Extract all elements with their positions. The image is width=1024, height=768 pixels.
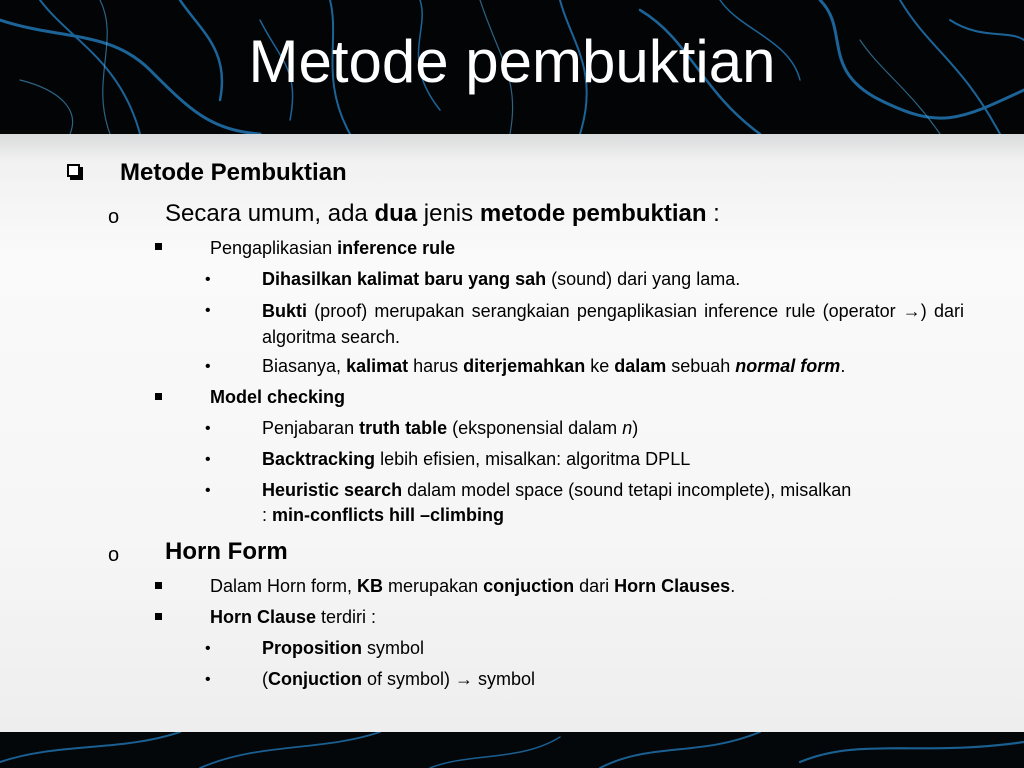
square-bullet-icon bbox=[155, 613, 162, 620]
background-vines-bottom bbox=[0, 732, 1024, 768]
slide-title: Metode pembuktian bbox=[248, 28, 776, 95]
dot-bullet-icon: • bbox=[205, 640, 211, 657]
list-item-horn-form: Horn Form bbox=[165, 538, 288, 565]
square-bullet-icon bbox=[155, 243, 162, 250]
section-heading-metode: Metode Pembuktian bbox=[120, 159, 347, 186]
list-item-proposition: Proposition symbol bbox=[262, 638, 425, 658]
circle-bullet-icon: o bbox=[108, 206, 120, 228]
dot-bullet-icon: • bbox=[205, 302, 211, 319]
list-item-model-checking: Model checking bbox=[210, 387, 346, 407]
title-banner bbox=[0, 0, 1024, 134]
list-item-pengaplikasian: Pengaplikasian inference rule bbox=[210, 238, 456, 258]
dot-bullet-icon: • bbox=[205, 358, 211, 375]
dot-bullet-icon: • bbox=[205, 482, 211, 499]
list-item-biasanya: Biasanya, kalimat harus diterjemahkan ke dalam sebuah normal form. bbox=[262, 356, 846, 376]
list-item-penjabaran: Penjabaran truth table (eksponensial dalam n) bbox=[262, 418, 639, 438]
list-item-backtracking: Backtracking lebih efisien, misalkan: algoritma DPLL bbox=[262, 449, 691, 469]
arrow-right-icon: → bbox=[902, 301, 921, 321]
dot-bullet-icon: • bbox=[205, 671, 211, 688]
list-item-secara-umum: Secara umum, ada dua jenis metode pembuktian : bbox=[165, 200, 720, 227]
list-item-dalam-horn: Dalam Horn form, KB merupakan conjuction dari Horn Clauses. bbox=[210, 576, 736, 596]
list-item-heuristic: Heuristic search dalam model space (sound tetapi incomplete), misalkan bbox=[262, 480, 852, 500]
list-item-dihasilkan: Dihasilkan kalimat baru yang sah (sound) dari yang lama. bbox=[262, 269, 741, 289]
list-item-bukti: Bukti (proof) merupakan serangkaian pengaplikasian inference rule (operator →) dari algoritma search. bbox=[262, 301, 964, 347]
square-bullet-icon bbox=[155, 582, 162, 589]
list-item-heuristic-cont: : min-conflicts hill –climbing bbox=[262, 505, 505, 525]
dot-bullet-icon: • bbox=[205, 451, 211, 468]
dot-bullet-icon: • bbox=[205, 420, 211, 437]
list-item-conjuction-symbol: (Conjuction of symbol) → symbol bbox=[262, 669, 536, 689]
circle-bullet-icon: o bbox=[108, 544, 120, 566]
arrow-right-icon: → bbox=[455, 669, 474, 689]
dot-bullet-icon: • bbox=[205, 271, 211, 288]
square-bullet-icon bbox=[155, 393, 162, 400]
checkbox-bullet-icon bbox=[67, 164, 80, 177]
list-item-horn-clause: Horn Clause terdiri : bbox=[210, 607, 377, 627]
footer-banner bbox=[0, 732, 1024, 768]
